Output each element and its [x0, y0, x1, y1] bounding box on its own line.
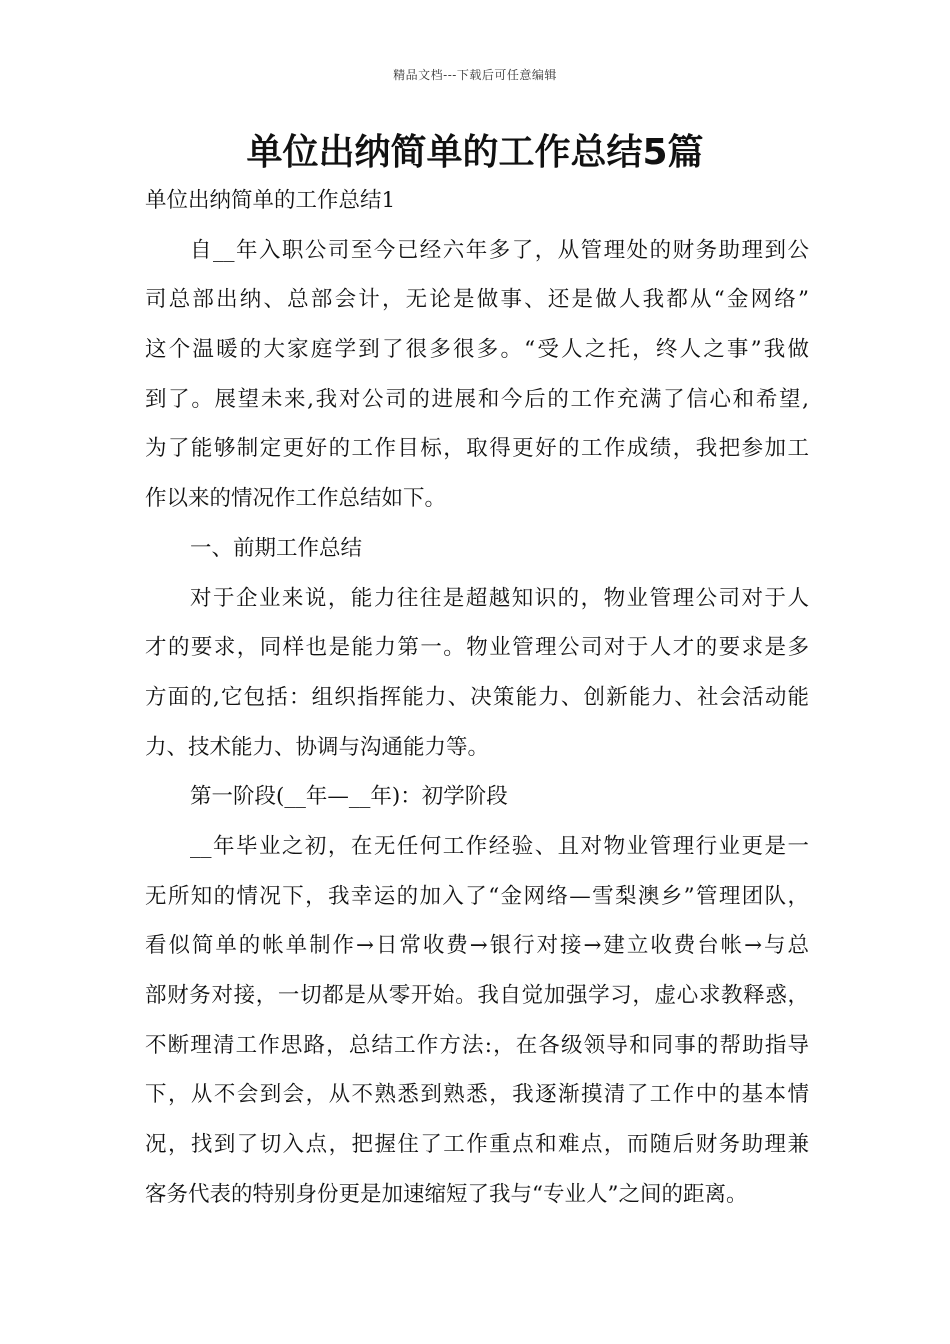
- document-body: [145, 176, 809, 1219]
- paragraph-line: 力、技术能力、协调与沟通能力等。: [145, 734, 490, 760]
- document-title: 单位出纳简单的工作总结5篇: [246, 132, 704, 173]
- paragraph-line: 司总部出纳、总部会计，无论是做事、还是做人我都从“金网络”: [145, 287, 809, 313]
- paragraph-line: 看似简单的帐单制作→日常收费→银行对接→建立收费台帐→与总: [145, 933, 809, 959]
- page-header-watermark: 精品文档---下载后可任意编辑: [393, 68, 557, 82]
- paragraph-line: 无所知的情况下，我幸运的加入了“金网络—雪梨澳乡”管理团队，: [145, 883, 809, 909]
- paragraph-line: 下，从不会到会，从不熟悉到熟悉，我逐渐摸清了工作中的基本情: [145, 1082, 809, 1108]
- stage-heading: 第一阶段(__年—__年)：初学阶段: [190, 784, 508, 810]
- section-heading-1: 单位出纳简单的工作总结1: [145, 188, 396, 213]
- paragraph-line: 自__年入职公司至今已经六年多了，从管理处的财务助理到公: [190, 237, 809, 263]
- paragraph-line: 作以来的情况作工作总结如下。: [145, 486, 447, 512]
- paragraph-line: 况，找到了切入点，把握住了工作重点和难点，而随后财务助理兼: [145, 1132, 809, 1158]
- paragraph-line: 才的要求，同样也是能力第一。物业管理公司对于人才的要求是多: [145, 635, 809, 661]
- paragraph-line: __年毕业之初，在无任何工作经验、且对物业管理行业更是一: [190, 833, 809, 859]
- paragraph-line: 部财务对接，一切都是从零开始。我自觉加强学习，虚心求教释惑，: [145, 983, 809, 1008]
- paragraph-line: 不断理清工作思路，总结工作方法:，在各级领导和同事的帮助指导: [145, 1032, 809, 1058]
- paragraph-line: 方面的,它包括：组织指挥能力、决策能力、创新能力、社会活动能: [145, 684, 809, 710]
- subsection-heading: 一、前期工作总结: [190, 535, 363, 561]
- paragraph-line: 对于企业来说，能力往往是超越知识的，物业管理公司对于人: [190, 585, 809, 611]
- paragraph-line: 客务代表的特别身份更是加速缩短了我与“专业人”之间的距离。: [145, 1181, 748, 1207]
- paragraph-line: 这个温暖的大家庭学到了很多很多。“受人之托，终人之事”我做: [145, 337, 809, 363]
- paragraph-line: 为了能够制定更好的工作目标，取得更好的工作成绩，我把参加工: [145, 436, 809, 462]
- paragraph-line: 到了。展望未来,我对公司的进展和今后的工作充满了信心和希望,: [145, 386, 809, 412]
